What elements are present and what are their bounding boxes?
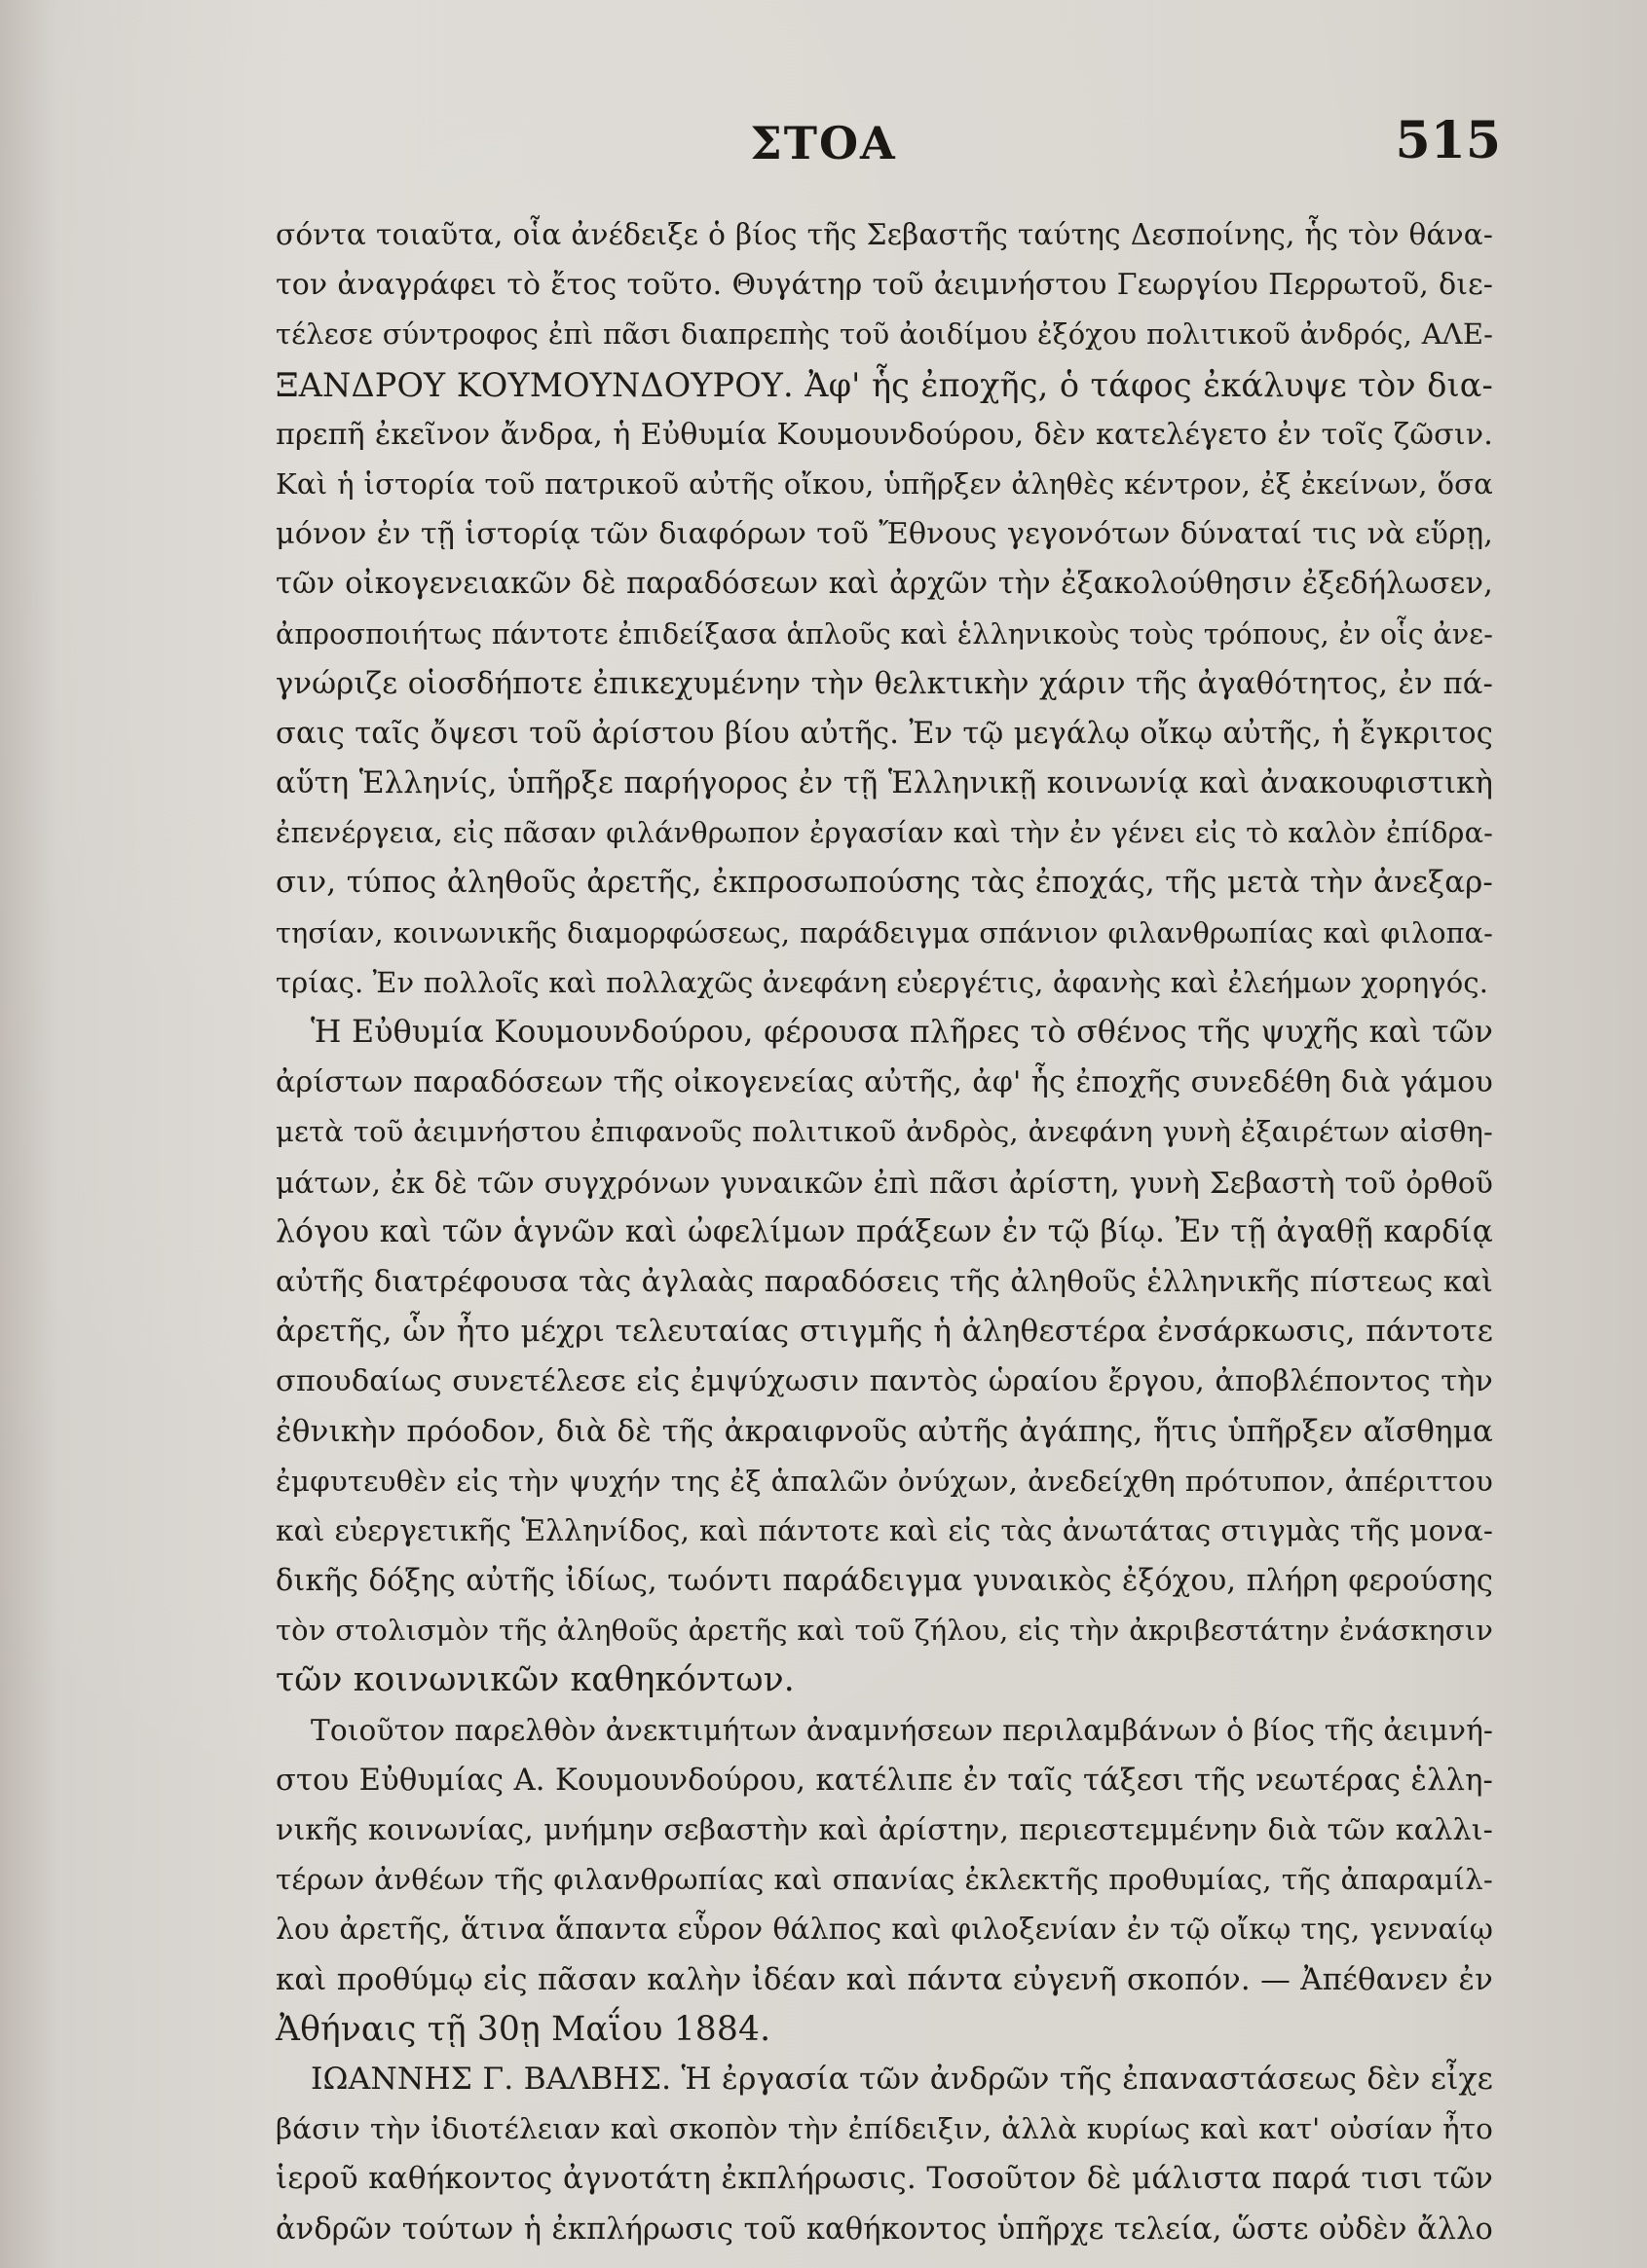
body-text [276, 210, 1493, 2254]
running-title: ΣΤΟΑ [750, 117, 897, 169]
text-line: Καὶ ἡ ἱστορία τοῦ πατρικοῦ αὐτῆς οἴκου, ὑπῆρξεν ἀληθὲς κέντρον, ἐξ ἐκείνων, ὅσα [276, 466, 1493, 501]
text-line: τῶν κοινωνικῶν καθηκόντων. [276, 1660, 795, 1700]
text-line: πρεπῆ ἐκεῖνον ἄνδρα, ἡ Εὐθυμία Κουμουνδούρου, δὲν κατελέγετο ἐν τοῖς ζῶσιν. [276, 417, 1493, 452]
text-line: ἐμφυτευθὲν εἰς τὴν ψυχήν της ἐξ ἁπαλῶν ὀνύχων, ἀνεδείχθη πρότυπον, ἀπέριττου [276, 1464, 1493, 1498]
text-line: Ἀθήναις τῇ 30ῃ Μαΐου 1884. [276, 2009, 771, 2049]
text-line: καὶ προθύμῳ εἰς πᾶσαν καλὴν ἰδέαν καὶ πάντα εὐγενῆ σκοπόν. — Ἀπέθανεν ἐν [276, 1961, 1493, 1997]
text-line: σιν, τύπος ἀληθοῦς ἀρετῆς, ἐκπροσωπούσης τὰς ἐποχάς, τῆς μετὰ τὴν ἀνεξαρ- [276, 865, 1493, 901]
text-line: μετὰ τοῦ ἀειμνήστου ἐπιφανοῦς πολιτικοῦ ἀνδρὸς, ἀνεφάνη γυνὴ ἐξαιρέτων αἰσθη- [276, 1115, 1493, 1149]
text-line: τον ἀναγράφει τὸ ἔτος τοῦτο. Θυγάτηρ τοῦ ἀειμνήστου Γεωργίου Περρωτοῦ, διε- [276, 268, 1493, 303]
text-line: μάτων, ἐκ δὲ τῶν συγχρόνων γυναικῶν ἐπὶ πᾶσι ἀρίστη, γυνὴ Σεβαστὴ τοῦ ὀρθοῦ [276, 1165, 1493, 1200]
text-line: αὕτη Ἑλληνίς, ὑπῆρξε παρήγορος ἐν τῇ Ἑλληνικῇ κοινωνίᾳ καὶ ἀνακουφιστικὴ [276, 766, 1493, 801]
text-line: τέλεσε σύντροφος ἐπὶ πᾶσι διαπρεπὴς τοῦ ἀοιδίμου ἐξόχου πολιτικοῦ ἀνδρός, ΑΛΕ- [276, 317, 1493, 352]
text-line: σαις ταῖς ὄψεσι τοῦ ἀρίστου βίου αὐτῆς. Ἐν τῷ μεγάλῳ οἴκῳ αὐτῆς, ἡ ἔγκριτος [276, 716, 1493, 751]
text-line: ἀρίστων παραδόσεων τῆς οἰκογενείας αὐτῆς, ἀφ' ἧς ἐποχῆς συνεδέθη διὰ γάμου [276, 1065, 1493, 1100]
text-line: καὶ εὐεργετικῆς Ἑλληνίδος, καὶ πάντοτε καὶ εἰς τὰς ἀνωτάτας στιγμὰς τῆς μονα- [276, 1513, 1493, 1547]
text-line: Τοιοῦτον παρελθὸν ἀνεκτιμήτων ἀναμνήσεων περιλαμβάνων ὁ βίος τῆς ἀειμνή- [311, 1713, 1494, 1747]
text-line: τησίαν, κοινωνικῆς διαμορφώσεως, παράδειγμα σπάνιον φιλανθρωπίας καὶ φιλοπα- [276, 915, 1493, 949]
text-line: ἐπενέργεια, εἰς πᾶσαν φιλάνθρωπον ἐργασίαν καὶ τὴν ἐν γένει εἰς τὸ καλὸν ἐπίδρα- [276, 816, 1493, 850]
text-line: ἀπροσποιήτως πάντοτε ἐπιδείξασα ἁπλοῦς καὶ ἑλληνικοὺς τοὺς τρόπους, ἐν οἷς ἀνε- [276, 617, 1493, 651]
page-header [0, 105, 1647, 173]
page-number: 515 [1395, 111, 1501, 170]
text-line: αὐτῆς διατρέφουσα τὰς ἀγλαὰς παραδόσεις τῆς ἀληθοῦς ἑλληνικῆς πίστεως καὶ [276, 1264, 1493, 1299]
text-line: βάσιν τὴν ἰδιοτέλειαν καὶ σκοπὸν τὴν ἐπίδειξιν, ἀλλὰ κυρίως καὶ κατ' οὐσίαν ἦτο [276, 2112, 1493, 2146]
text-line: μόνον ἐν τῇ ἱστορίᾳ τῶν διαφόρων τοῦ Ἔθνους γεγονότων δύναταί τις νὰ εὕρῃ, [276, 517, 1493, 552]
text-line: ἀρετῆς, ὧν ἦτο μέχρι τελευταίας στιγμῆς ἡ ἀληθεστέρα ἐνσάρκωσις, πάντοτε [276, 1314, 1493, 1350]
text-line: ΙΩΑΝΝΗΣ Γ. ΒΑΛΒΗΣ. Ἡ ἐργασία τῶν ἀνδρῶν τῆς ἐπαναστάσεως δὲν εἶχε [311, 2061, 1493, 2097]
text-line: τὸν στολισμὸν τῆς ἀληθοῦς ἀρετῆς καὶ τοῦ ζήλου, εἰς τὴν ἀκριβεστάτην ἐνάσκησιν [276, 1614, 1493, 1648]
text-line: νικῆς κοινωνίας, μνήμην σεβαστὴν καὶ ἀρίστην, περιεστεμμένην διὰ τῶν καλλι- [276, 1813, 1493, 1847]
text-line: τῶν οἰκογενειακῶν δὲ παραδόσεων καὶ ἀρχῶν τὴν ἐξακολούθησιν ἐξεδήλωσεν, [276, 567, 1493, 602]
text-line: λόγου καὶ τῶν ἁγνῶν καὶ ὠφελίμων πράξεων ἐν τῷ βίῳ. Ἐν τῇ ἀγαθῇ καρδίᾳ [276, 1213, 1493, 1249]
text-line: τρίας. Ἐν πολλοῖς καὶ πολλαχῶς ἀνεφάνη εὐεργέτις, ἀφανὴς καὶ ἐλεήμων χορηγός. [276, 965, 1489, 999]
text-line: ἐθνικὴν πρόοδον, διὰ δὲ τῆς ἀκραιφνοῦς αὐτῆς ἀγάπης, ἥτις ὑπῆρξεν αἴσθημα [276, 1413, 1493, 1449]
text-line: Ἡ Εὐθυμία Κουμουνδούρου, φέρουσα πλῆρες τὸ σθένος τῆς ψυχῆς καὶ τῶν [311, 1015, 1493, 1050]
text-line: γνώριζε οἱοσδήποτε ἐπικεχυμένην τὴν θελκτικὴν χάριν τῆς ἀγαθότητος, ἐν πά- [276, 666, 1493, 701]
text-line: λου ἀρετῆς, ἅτινα ἅπαντα εὗρον θάλπος καὶ φιλοξενίαν ἐν τῷ οἴκῳ της, γενναίῳ [276, 1913, 1493, 1948]
text-line: ἱεροῦ καθήκοντος ἀγνοτάτη ἐκπλήρωσις. Τοσοῦτον δὲ μάλιστα παρά τισι τῶν [276, 2161, 1493, 2197]
text-line: σόντα τοιαῦτα, οἷα ἀνέδειξε ὁ βίος τῆς Σεβαστῆς ταύτης Δεσποίνης, ἧς τὸν θάνα- [276, 218, 1493, 251]
text-line: στου Εὐθυμίας Α. Κουμουνδούρου, κατέλιπε ἐν ταῖς τάξεσι τῆς νεωτέρας ἑλλη- [276, 1763, 1493, 1798]
text-line: δικῆς δόξης αὐτῆς ἰδίως, τωόντι παράδειγμα γυναικὸς ἐξόχου, πλήρη φερούσης [276, 1564, 1493, 1599]
text-line: τέρων ἀνθέων τῆς φιλανθρωπίας καὶ σπανίας ἐκλεκτῆς προθυμίας, τῆς ἀπαραμίλ- [276, 1863, 1493, 1897]
text-line: ΞΑΝΔΡΟΥ ΚΟΥΜΟΥΝΔΟΥΡΟΥ. Ἀφ' ἧς ἐποχῆς, ὁ τάφος ἐκάλυψε τὸν δια- [276, 365, 1493, 404]
text-line: ἀνδρῶν τούτων ἡ ἐκπλήρωσις τοῦ καθήκοντος ὑπῆρχε τελεία, ὥστε οὐδὲν ἄλλο [276, 2212, 1493, 2247]
text-line: σπουδαίως συνετέλεσε εἰς ἐμψύχωσιν παντὸς ὡραίου ἔργου, ἀποβλέποντος τὴν [276, 1364, 1493, 1399]
